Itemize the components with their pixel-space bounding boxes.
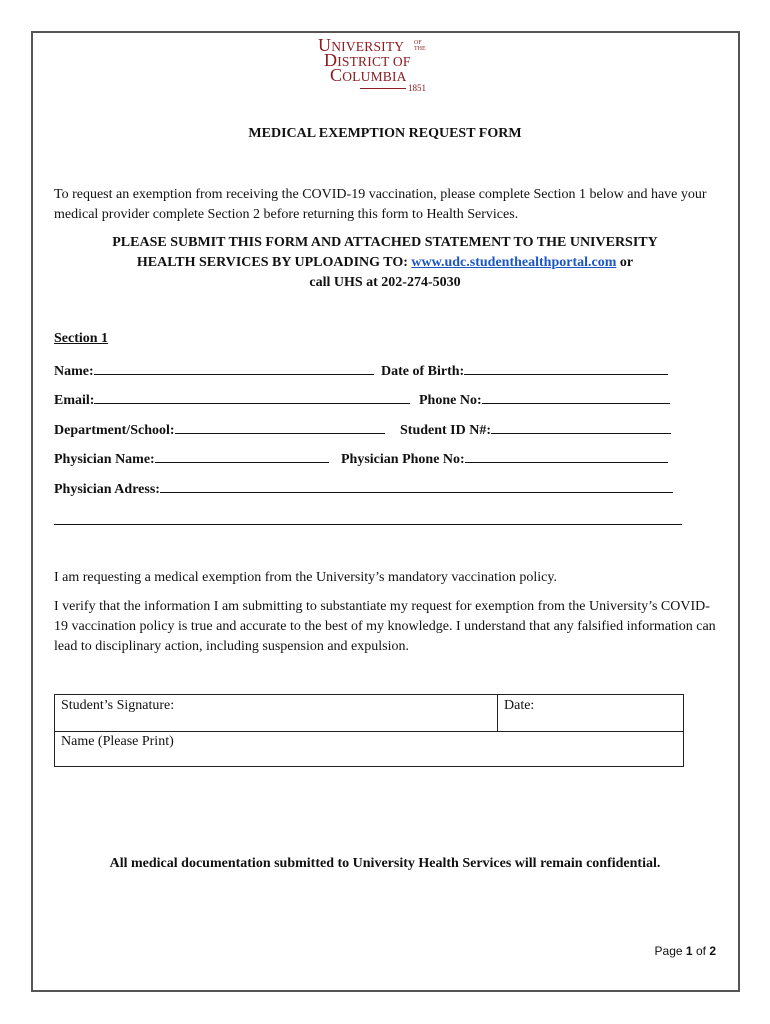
email-label: Email: bbox=[54, 393, 95, 408]
physician-phone-line[interactable] bbox=[465, 450, 668, 463]
logo-sup: OF THE bbox=[414, 40, 426, 52]
name-line[interactable] bbox=[94, 362, 374, 375]
verification-statement: I verify that the information I am submitting to substantiate my request for exemption from the University’s COVID-19 vaccination policy is true and accurate to the best of my knowledge. I understand that any falsified information can lead to disciplinary action, including suspension and expulsion. bbox=[54, 599, 716, 654]
logo-rule bbox=[360, 88, 406, 89]
exemption-request-statement: I am requesting a medical exemption from the University’s mandatory vaccination policy. bbox=[54, 570, 557, 585]
physician-address-label: Physician Adress: bbox=[54, 482, 160, 497]
notice-line-2-suffix: or bbox=[619, 255, 634, 270]
confidentiality-note: All medical documentation submitted to University Health Services will remain confidential. bbox=[109, 856, 661, 871]
dob-line[interactable] bbox=[464, 362, 668, 375]
page-border bbox=[31, 31, 740, 992]
phone-line[interactable] bbox=[482, 391, 670, 404]
email-line[interactable] bbox=[94, 391, 410, 404]
date-cell[interactable]: Date: bbox=[504, 698, 535, 713]
notice-line-1: PLEASE SUBMIT THIS FORM AND ATTACHED STATEMENT TO THE UNIVERSITY bbox=[112, 235, 658, 250]
physician-address-line[interactable] bbox=[160, 480, 673, 493]
student-id-field[interactable] bbox=[400, 421, 671, 439]
logo-year: 1851 bbox=[408, 83, 426, 93]
section-1-heading: Section 1 bbox=[54, 331, 109, 346]
signature-cell[interactable]: Student’s Signature: bbox=[61, 698, 175, 713]
submission-notice bbox=[54, 233, 716, 293]
department-line[interactable] bbox=[175, 421, 385, 434]
table-column-divider bbox=[497, 695, 498, 731]
physician-name-line[interactable] bbox=[155, 450, 329, 463]
department-label: Department/School: bbox=[54, 423, 175, 438]
notice-line-3: call UHS at 202-274-5030 bbox=[309, 275, 461, 290]
print-name-cell[interactable]: Name (Please Print) bbox=[61, 734, 174, 749]
student-id-label: Student ID N#: bbox=[400, 423, 492, 438]
email-field[interactable] bbox=[54, 391, 410, 409]
page-total: 2 bbox=[709, 944, 716, 958]
name-field[interactable] bbox=[54, 362, 374, 380]
physician-name-field[interactable] bbox=[54, 450, 329, 468]
portal-link[interactable]: www.udc.studenthealthportal.com bbox=[411, 255, 617, 270]
dob-label: Date of Birth: bbox=[381, 364, 465, 379]
table-row-divider bbox=[55, 731, 683, 732]
page-number bbox=[655, 944, 716, 958]
department-field[interactable] bbox=[54, 421, 385, 439]
notice-line-2-prefix: HEALTH SERVICES BY UPLOADING TO: bbox=[136, 255, 408, 270]
physician-phone-label: Physician Phone No: bbox=[341, 452, 465, 467]
signature-table bbox=[54, 694, 684, 767]
page-prefix: Page bbox=[654, 944, 683, 958]
student-id-line[interactable] bbox=[491, 421, 671, 434]
intro-paragraph: To request an exemption from receiving the COVID-19 vaccination, please complete Section 1 below and have your medical provider complete Section 2 before returning this form to Health Services. bbox=[54, 187, 707, 222]
dob-field[interactable] bbox=[381, 362, 668, 380]
logo-line-1: UNIVERSITY bbox=[318, 35, 405, 55]
physician-name-label: Physician Name: bbox=[54, 452, 155, 467]
university-logo bbox=[318, 35, 430, 96]
page-current: 1 bbox=[685, 944, 693, 958]
logo-line-3: COLUMBIA bbox=[330, 65, 407, 85]
phone-field[interactable] bbox=[419, 391, 670, 409]
name-label: Name: bbox=[54, 364, 94, 379]
phone-label: Phone No: bbox=[419, 393, 482, 408]
logo-line-2: DISTRICT OF bbox=[324, 50, 411, 70]
notice-line-2 bbox=[54, 253, 716, 273]
physician-phone-field[interactable] bbox=[341, 450, 668, 468]
page-of: of bbox=[695, 944, 706, 958]
form-title: MEDICAL EXEMPTION REQUEST FORM bbox=[248, 126, 522, 141]
physician-address-field[interactable] bbox=[54, 480, 673, 498]
physician-address-line-2[interactable] bbox=[54, 524, 682, 525]
